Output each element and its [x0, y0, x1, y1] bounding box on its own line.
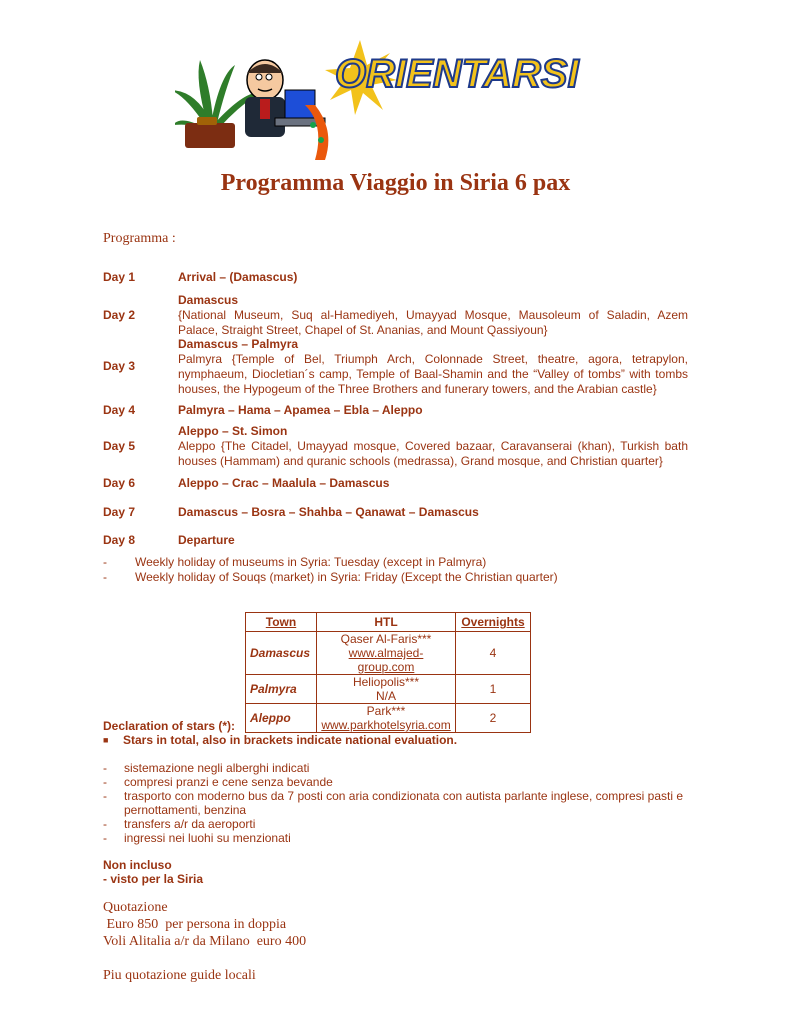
holiday-list [103, 555, 558, 585]
hotel-name: Qaser Al-Faris*** [340, 632, 432, 646]
list-item: - transfers a/r da aeroporti [103, 817, 256, 831]
day-heading: Arrival – (Damascus) [178, 270, 298, 284]
column-header-htl: HTL [317, 613, 456, 632]
day-label: Day 8 [103, 533, 136, 547]
table-row [246, 632, 531, 675]
column-header-town: Town [246, 613, 317, 632]
day-content [178, 293, 688, 338]
hotel-table [245, 612, 531, 733]
quotation-flights: Voli Alitalia a/r da Milano euro 400 [103, 934, 307, 949]
quotation-section [103, 899, 306, 950]
declaration-title: Declaration of stars (*): [103, 719, 236, 733]
town-cell: Aleppo [246, 704, 317, 733]
hotel-cell [317, 632, 456, 675]
day-label: Day 3 [103, 359, 136, 373]
orientarsi-logo [175, 35, 615, 165]
hotel-website-link[interactable]: www.almajed-group.com [348, 646, 424, 674]
column-header-overnights: Overnights [456, 613, 531, 632]
table-header-row [246, 613, 531, 632]
day-content [178, 337, 688, 397]
list-item: - Weekly holiday of Souqs (market) in Syria: Friday (Except the Christian quarter) [103, 570, 558, 584]
hotel-cell [317, 675, 456, 704]
day-content [178, 270, 688, 285]
hotel-website-link[interactable]: www.parkhotelsyria.com [321, 718, 451, 732]
guide-note: Piu quotazione guide locali [103, 968, 256, 983]
list-item: - compresi pranzi e cene senza bevande [103, 775, 333, 789]
day-content [178, 533, 688, 548]
day-content [178, 403, 688, 418]
laptop-illustration [285, 90, 315, 118]
day-heading: Damascus – Palmyra [178, 337, 299, 351]
hotel-website: N/A [375, 689, 396, 703]
page-title: Programma Viaggio in Siria 6 pax [220, 170, 571, 196]
quotation-label: Quotazione [103, 900, 168, 915]
list-item: - trasporto con moderno bus da 7 posti con aria condizionata con autista parlante inglese, compresi pasti e pernottamenti, benzina [103, 789, 683, 817]
day-content [178, 505, 688, 520]
hotel-name: Heliopolis*** [352, 675, 420, 689]
list-item: - Weekly holiday of museums in Syria: Tuesday (except in Palmyra) [103, 555, 487, 569]
hotel-cell [317, 704, 456, 733]
day-heading: Palmyra – Hama – Apamea – Ebla – Aleppo [178, 403, 423, 417]
day-description: {National Museum, Suq al-Hamediyeh, Umayyad Mosque, Mausoleum of Saladin, Azem Palace, Straight Street, Chapel of St. Ananias, and Mount Qassiyoun} [178, 308, 688, 337]
list-item: - sistemazione negli alberghi indicati [103, 761, 310, 775]
day-heading: Aleppo – St. Simon [178, 424, 288, 438]
not-included-title: Non incluso [103, 858, 172, 872]
day-content [178, 424, 688, 469]
logo-wordmark: ORIENTARSI [335, 52, 579, 96]
not-included-item: - visto per la Siria [103, 872, 204, 886]
day-label: Day 2 [103, 308, 136, 322]
overnights-cell: 1 [456, 675, 531, 704]
town-cell: Palmyra [246, 675, 317, 704]
programma-label: Programma : [103, 231, 176, 246]
day-label: Day 5 [103, 439, 136, 453]
list-item: - ingressi nei luohi su menzionati [103, 831, 291, 845]
town-cell: Damascus [246, 632, 317, 675]
overnights-cell: 4 [456, 632, 531, 675]
not-included-section [103, 858, 203, 886]
quotation-price: Euro 850 per persona in doppia [103, 917, 287, 932]
table-row [246, 675, 531, 704]
day-description: Palmyra {Temple of Bel, Triumph Arch, Colonnade Street, theatre, agora, tetrapylon, nymphaeum, Diocletian´s camp, Temple of Baal-Shamin and the “Valley of tombs” with tombs houses, the Hypogeum of the Three Brothers and funerary towers, and the Arabian castle} [178, 352, 688, 396]
day-label: Day 7 [103, 505, 136, 519]
day-content [178, 476, 688, 491]
hotel-name: Park*** [366, 704, 406, 718]
day-heading: Aleppo – Crac – Maalula – Damascus [178, 476, 390, 490]
suitcase-illustration [185, 123, 235, 148]
day-description: Aleppo {The Citadel, Umayyad mosque, Covered bazaar, Caravanserai (khan), Turkish bath houses (Hammam) and quranic schools (medrassa), Grand mosque, and Christian quarter} [178, 439, 688, 468]
day-label: Day 4 [103, 403, 136, 417]
day-heading: Damascus [178, 293, 239, 307]
declaration-bullet: ■ Stars in total, also in brackets indicate national evaluation. [103, 733, 458, 747]
day-label: Day 6 [103, 476, 136, 490]
table-row [246, 704, 531, 733]
square-bullet-icon: ■ [103, 735, 109, 745]
day-heading: Departure [178, 533, 235, 547]
day-heading: Damascus – Bosra – Shahba – Qanawat – Damascus [178, 505, 479, 519]
day-label: Day 1 [103, 270, 136, 284]
overnights-cell: 2 [456, 704, 531, 733]
included-list [103, 761, 704, 845]
